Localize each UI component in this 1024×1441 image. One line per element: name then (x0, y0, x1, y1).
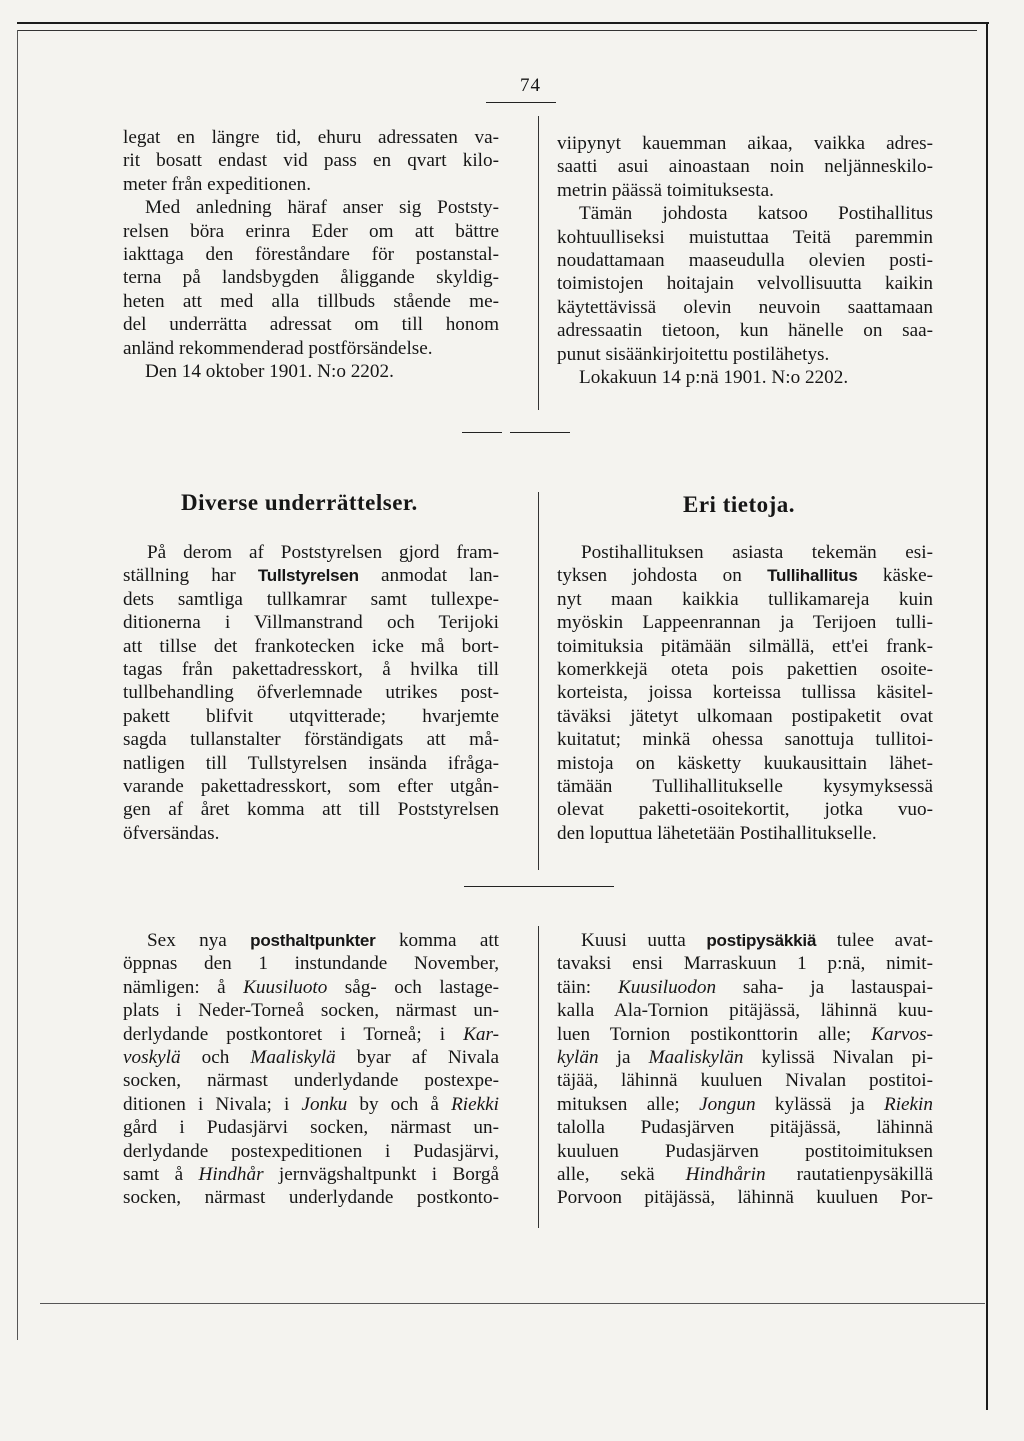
separator-rule (462, 432, 502, 433)
text-line: mituksen alle; Jongun kylässä ja Riekin (557, 1093, 933, 1115)
text-line: noudattamaan maaseudulla olevien posti- (557, 250, 933, 272)
text-line: saatti asui ainoastaan noin neljänneskilo- (557, 156, 933, 178)
separator-rule (464, 886, 614, 887)
section-heading-finnish: Eri tietoja. (683, 492, 796, 517)
page-number-rule (486, 102, 556, 103)
place-name: kylän (557, 1047, 599, 1069)
separator-rule (510, 432, 570, 433)
text-line: Tämän johdosta katsoo Postihallitus (579, 203, 933, 225)
text-line: kohtuulliseksi muistuttaa Teitä paremmin (557, 226, 933, 248)
text-line: Med anledning häraf anser sig Poststy- (145, 197, 499, 219)
text-line: olevat paketti-osoitekortit, jotka vuo- (557, 799, 933, 821)
section3-right-column (557, 929, 933, 1210)
column-divider (538, 492, 539, 870)
text-line: kuitatut; minkä ohessa sanottuja tullitoi- (557, 729, 933, 751)
text-line: ställning har Tullstyrelsen anmodat lan- (123, 565, 500, 587)
text-line: samt å Hindhår jernvägshaltpunkt i Borgå (123, 1164, 499, 1186)
place-name: Kar- (463, 1023, 499, 1045)
text-line: tagas från pakettadresskort, å hvilka till (123, 659, 499, 681)
text-line: anländ rekommenderad postförsändelse. (123, 337, 433, 359)
page-frame-bottom-rule (40, 1303, 985, 1304)
page-frame-left-rule (17, 30, 18, 1340)
text-line: viipynyt kauemman aikaa, vaikka adres- (557, 133, 933, 154)
text-line: natligen till Tullstyrelsen insända ifråga- (123, 752, 499, 774)
text-line: Porvoon pitäjässä, lähinnä kuuluen Por- (557, 1187, 933, 1209)
text-line: öppnas den 1 instundande November, (123, 953, 499, 975)
place-name: Kuusiluoto (243, 976, 328, 998)
text-line: terna på landsbygden åliggande skyldig- (123, 267, 499, 289)
column-divider (538, 116, 539, 410)
page-number: 74 (520, 75, 541, 96)
text-line: derlydande postkontoret i Torneå; i Kar- (123, 1023, 499, 1045)
place-name: Kuusiluodon (617, 976, 717, 998)
text-line: nämligen: å Kuusiluoto såg- och lastage- (123, 976, 499, 998)
text-line: relsen böra erinra Eder om att bättre (123, 220, 499, 242)
text-line: meter från expeditionen. (123, 173, 312, 195)
page-frame-inner-rule (17, 30, 977, 31)
place-name: Maaliskylä (250, 1047, 336, 1069)
column-divider (538, 926, 539, 1228)
text-line: nyt maan kaikkia tullikamareja kuin (557, 588, 933, 610)
text-line: tyksen johdosta on Tullihallitus käske- (557, 565, 934, 587)
text-line: heten att med alla tillbuds stående me- (123, 290, 499, 312)
text-line: komerkkejä oteta pois pakettien osoite- (557, 659, 933, 681)
place-name: Riekin (883, 1093, 933, 1115)
text-line: den loputtua lähetetään Postihallitukselle. (557, 822, 877, 844)
text-line: pakett blifvit utqvitterade; hvarjemte (123, 705, 499, 727)
place-name: Riekki (451, 1093, 499, 1115)
text-line: kuuluen Pudasjärven postitoimituksen (557, 1140, 933, 1162)
text-line: metrin päässä toimituksesta. (557, 179, 774, 201)
text-line: gen af året komma att till Poststyrelsen (123, 799, 499, 821)
text-line: legat en längre tid, ehuru adressaten va- (123, 127, 499, 148)
emphasized-term: postipysäkkiä (706, 931, 817, 950)
place-name: Hindhår (198, 1164, 264, 1186)
page-frame-right-rule (986, 22, 988, 1410)
text-line: varande pakettadresskort, som efter utgån- (123, 776, 499, 798)
text-line: tämään Tullihallitukselle kysymyksessä (557, 776, 933, 798)
text-line: punut sisäänkirjoitettu postilähetys. (557, 343, 830, 365)
place-name: voskylä (123, 1047, 181, 1069)
place-name: Maaliskylän (648, 1047, 744, 1069)
text-line: kalla Ala-Tornion pitäjässä, lähinnä kuu- (557, 1000, 933, 1022)
text-line: socken, närmast underlydande postkonto- (123, 1187, 499, 1209)
text-line: alle, sekä Hindhårin rautatienpysäkillä (557, 1164, 933, 1186)
date-reference-line: Den 14 oktober 1901. N:o 2202. (145, 361, 394, 383)
place-name: Karvos- (871, 1023, 933, 1045)
text-line: dets samtliga tullkamrar samt tullexpe- (123, 588, 499, 610)
text-line: Kuusi uutta postipysäkkiä tulee avat- (581, 930, 933, 951)
text-line: toimistojen hoitajain velvollisuutta kaikin (557, 273, 933, 295)
date-reference-line: Lokakuun 14 p:nä 1901. N:o 2202. (579, 367, 849, 389)
text-line: tullbehandling öfverlemnade utrikes post- (123, 682, 499, 704)
text-line: Postihallituksen asiasta tekemän esi- (581, 542, 933, 563)
text-line: derlydande postexpeditionen i Pudasjärvi, (123, 1140, 499, 1162)
text-line: ditionerna i Villmanstrand och Terijoki (123, 612, 499, 634)
text-line: På derom af Poststyrelsen gjord fram- (147, 542, 499, 563)
text-line: täväksi jätetyt ulkomaan postipaketit ovat (557, 705, 933, 727)
text-line: sagda tullanstalter förständigats att må- (123, 729, 499, 751)
place-name: Jongun (699, 1093, 756, 1115)
text-line: att tillse det frankotecken icke må bort- (123, 635, 499, 657)
text-line: iakttaga den föreståndare för postanstal- (123, 244, 499, 266)
section-heading-swedish: Diverse underrättelser. (181, 490, 418, 515)
text-line: kylän ja Maaliskylän kylissä Nivalan pi- (557, 1047, 933, 1069)
text-line: gård i Pudasjärvi socken, närmast un- (123, 1117, 499, 1139)
emphasized-term: posthaltpunkter (250, 931, 376, 950)
section1-left-column (123, 126, 499, 383)
text-line: Sex nya posthaltpunkter komma att (147, 930, 499, 951)
section2-right-column (557, 541, 933, 845)
text-line: adressaatin tietoon, kun hänelle on saa- (557, 320, 933, 342)
text-line: talolla Pudasjärven pitäjässä, lähinnä (557, 1117, 933, 1139)
text-line: täjää, lähinnä kuuluen Nivalan postitoi- (557, 1070, 933, 1092)
text-line: plats i Neder-Torneå socken, närmast un- (123, 1000, 499, 1022)
text-line: mistoja on käsketty kuukausittain lähet- (557, 752, 933, 774)
place-name: Hindhårin (685, 1164, 766, 1186)
text-line: ditionen i Nivala; i Jonku by och å Riekki (123, 1093, 499, 1115)
page-frame-top-rule (17, 22, 989, 24)
section2-left-column (123, 541, 499, 845)
text-line: luen Tornion postikonttorin alle; Karvos- (557, 1023, 933, 1045)
text-line: voskylä och Maaliskylä byar af Nivala (123, 1047, 499, 1069)
section1-right-column (557, 132, 933, 389)
place-name: Jonku (301, 1093, 348, 1115)
text-line: socken, närmast underlydande postexpe- (123, 1070, 499, 1092)
section3-left-column (123, 929, 499, 1210)
text-line: korteista, joissa korteissa tullissa käsitel- (557, 682, 933, 704)
emphasized-term: Tullihallitus (767, 566, 858, 586)
text-line: täin: Kuusiluodon saha- ja lastauspai- (557, 976, 934, 998)
text-line: tavaksi ensi Marraskuun 1 p:nä, nimit- (557, 953, 933, 975)
text-line: öfversändas. (123, 822, 220, 844)
emphasized-term: Tullstyrelsen (257, 566, 359, 586)
text-line: käytettävissä olevin neuvoin saattamaan (557, 296, 933, 318)
text-line: rit bosatt endast vid pass en qvart kilo- (123, 150, 499, 172)
text-line: del underrätta adressat om till honom (123, 314, 499, 336)
text-line: myöskin Lappeenrannan ja Terijoen tulli- (557, 612, 933, 634)
text-line: toimituksia pitämään silmällä, ett'ei frank- (557, 635, 933, 657)
